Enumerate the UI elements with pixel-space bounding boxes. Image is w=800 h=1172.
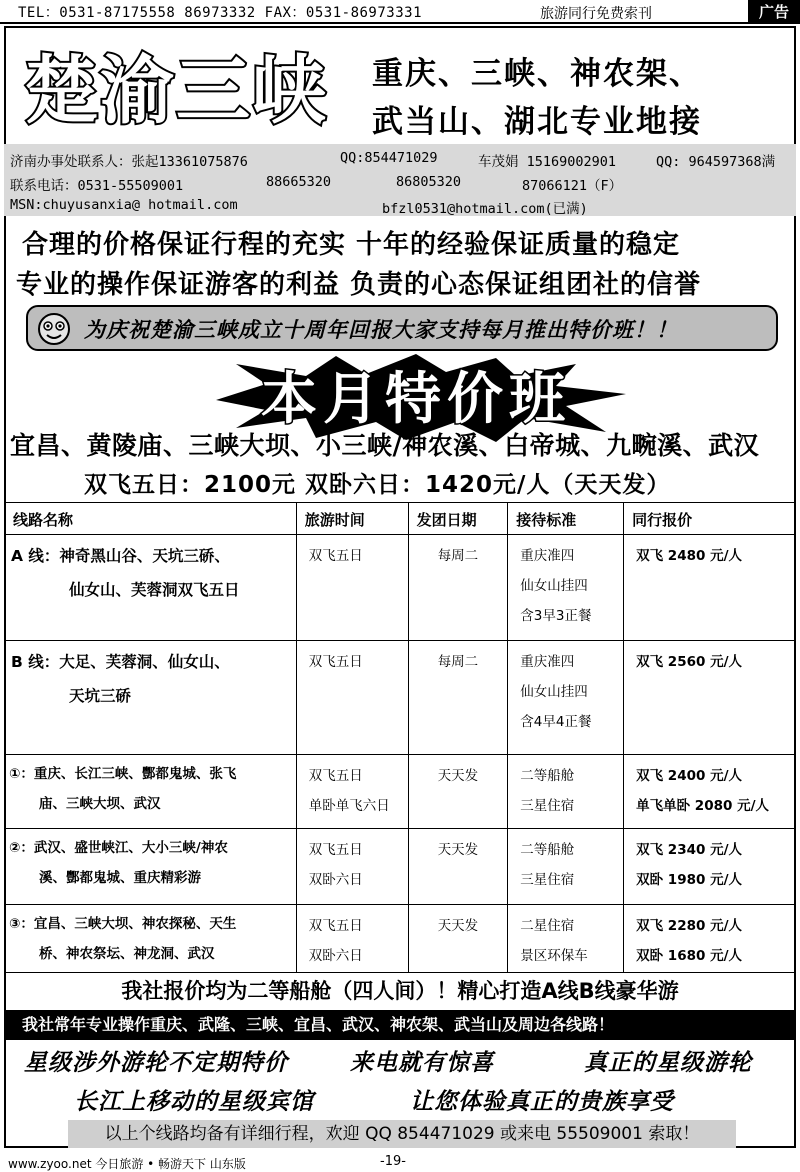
ad-line-2a: 长江上移动的星级宾馆 xyxy=(74,1089,314,1115)
top-bar xyxy=(0,0,800,24)
ad-line-1c: 真正的星级游轮 xyxy=(584,1050,752,1076)
standard: 二等船舱 三星住宿 xyxy=(520,768,575,814)
route-name: ①：重庆、长江三峡、酆都鬼城、张飞 庙、三峡大坝、武汉 xyxy=(9,766,237,812)
travel-time: 双飞五日 双卧六日 xyxy=(308,918,363,964)
tel-fax: TEL：0531-87175558 86973332 FAX：0531-86973331 xyxy=(18,5,423,21)
contact-phone-2: 88665320 xyxy=(266,174,332,190)
special-title: 本月特价班 xyxy=(261,366,571,432)
table-row xyxy=(5,641,796,755)
price: 双飞 2480 元/人 xyxy=(636,548,743,564)
travel-time: 双飞五日 单卧单飞六日 xyxy=(308,768,390,814)
standard: 重庆准四 仙女山挂四 含3早3正餐 xyxy=(520,548,592,624)
departure-date: 天天发 xyxy=(437,918,479,934)
contact-phone-main: 联系电话：0531-55509001 xyxy=(10,178,184,194)
route-name: ②：武汉、盛世峡江、大小三峡/神农 溪、酆都鬼城、重庆精彩游 xyxy=(9,840,228,886)
departure-date: 天天发 xyxy=(437,768,479,784)
ad-tag: 广告 xyxy=(748,0,800,24)
col-standard: 接待标准 xyxy=(508,503,624,535)
route-name: A 线：神奇黑山谷、天坑三硚、 仙女山、芙蓉洞双飞五日 xyxy=(11,547,240,599)
standard: 重庆准四 仙女山挂四 含4早4正餐 xyxy=(520,654,592,730)
travel-time: 双飞五日 xyxy=(308,548,363,564)
brand-header xyxy=(6,30,794,144)
special-route: 宜昌、黄陵庙、三峡大坝、小三峡/神农溪、白帝城、九畹溪、武汉 xyxy=(10,431,760,460)
travel-time: 双飞五日 xyxy=(308,654,363,670)
standard: 二等船舱 三星住宿 xyxy=(520,842,575,888)
mascot-icon xyxy=(36,311,72,347)
col-route-name: 线路名称 xyxy=(5,503,297,535)
slogan-2: 专业的操作保证游客的利益 负责的心态保证组团社的信誉 xyxy=(16,270,702,300)
standard: 二星住宿 景区环保车 xyxy=(520,918,588,964)
routes-bar: 我社常年专业操作重庆、武隆、三峡、宜昌、武汉、神农架、武当山及周边各线路！ xyxy=(4,1010,796,1040)
table-header-row xyxy=(5,503,796,535)
slogan-1: 合理的价格保证行程的充实 十年的经验保证质量的稳定 xyxy=(22,230,681,260)
route-name: ③：宜昌、三峡大坝、神农探秘、天生 桥、神农祭坛、神龙洞、武汉 xyxy=(9,916,237,962)
col-travel-time: 旅游时间 xyxy=(296,503,408,535)
travel-time: 双飞五日 双卧六日 xyxy=(308,842,363,888)
ad-line-2b: 让您体验真正的贵族享受 xyxy=(410,1089,674,1115)
route-name: B 线：大足、芙蓉洞、仙女山、 天坑三硚 xyxy=(11,653,230,705)
departure-date: 每周二 xyxy=(437,548,479,564)
price: 双飞 2400 元/人 单飞单卧 2080 元/人 xyxy=(636,768,770,814)
ad-line-1a: 星级涉外游轮不定期特价 xyxy=(24,1050,288,1076)
contact-email: bfzl0531@hotmail.com(已满) xyxy=(382,201,588,217)
page-footer xyxy=(0,1152,800,1172)
contact-block xyxy=(4,144,796,216)
footer-url: www.zyoo.net 今日旅游 • 畅游天下 山东版 xyxy=(8,1157,246,1171)
banner-text: 为庆祝楚渝三峡成立十周年回报大家支持每月推出特价班！！ xyxy=(84,318,678,342)
special-price: 双飞五日：2100元 双卧六日：1420元/人（天天发） xyxy=(84,472,671,498)
anniversary-banner xyxy=(26,305,778,351)
cabin-notice: 我社报价均为二等船舱（四人间）！精心打造A线B线豪华游 xyxy=(121,979,679,1003)
contact-qq-2: QQ: 964597368满 xyxy=(656,154,776,170)
page-number: -19- xyxy=(380,1154,406,1169)
price: 双飞 2280 元/人 双卧 1680 元/人 xyxy=(636,918,743,964)
departure-date: 天天发 xyxy=(437,842,479,858)
price: 双飞 2560 元/人 xyxy=(636,654,743,670)
logo xyxy=(20,36,350,136)
table-row xyxy=(5,535,796,641)
tagline-2: 武当山、湖北专业地接 xyxy=(372,104,702,140)
price: 双飞 2340 元/人 双卧 1980 元/人 xyxy=(636,842,743,888)
route-price-table xyxy=(4,502,796,973)
table-row xyxy=(5,755,796,829)
tagline-1: 重庆、三峡、神农架、 xyxy=(372,56,702,92)
logo-text: 楚渝三峡 xyxy=(24,48,328,134)
contact-fax: 87066121（F） xyxy=(522,178,623,194)
contact-person-2: 车茂娟 15169002901 xyxy=(478,154,617,170)
contact-phone-3: 86805320 xyxy=(396,174,462,190)
free-index: 旅游同行免费索刊 xyxy=(540,6,652,22)
departure-date: 每周二 xyxy=(437,654,479,670)
table-row xyxy=(5,905,796,973)
contact-msn: MSN:chuyusanxia@ hotmail.com xyxy=(10,197,238,213)
contact-qq-1: QQ:854471029 xyxy=(340,150,438,166)
ad-line-1b: 来电就有惊喜 xyxy=(350,1050,494,1076)
contact-person-1: 济南办事处联系人：张起13361075876 xyxy=(10,154,248,170)
col-departure-date: 发团日期 xyxy=(408,503,508,535)
itinerary-footnote: 以上个线路均备有详细行程，欢迎 QQ 854471029 或来电 55509001 索取！ xyxy=(68,1120,736,1148)
table-row xyxy=(5,829,796,905)
col-price: 同行报价 xyxy=(624,503,796,535)
